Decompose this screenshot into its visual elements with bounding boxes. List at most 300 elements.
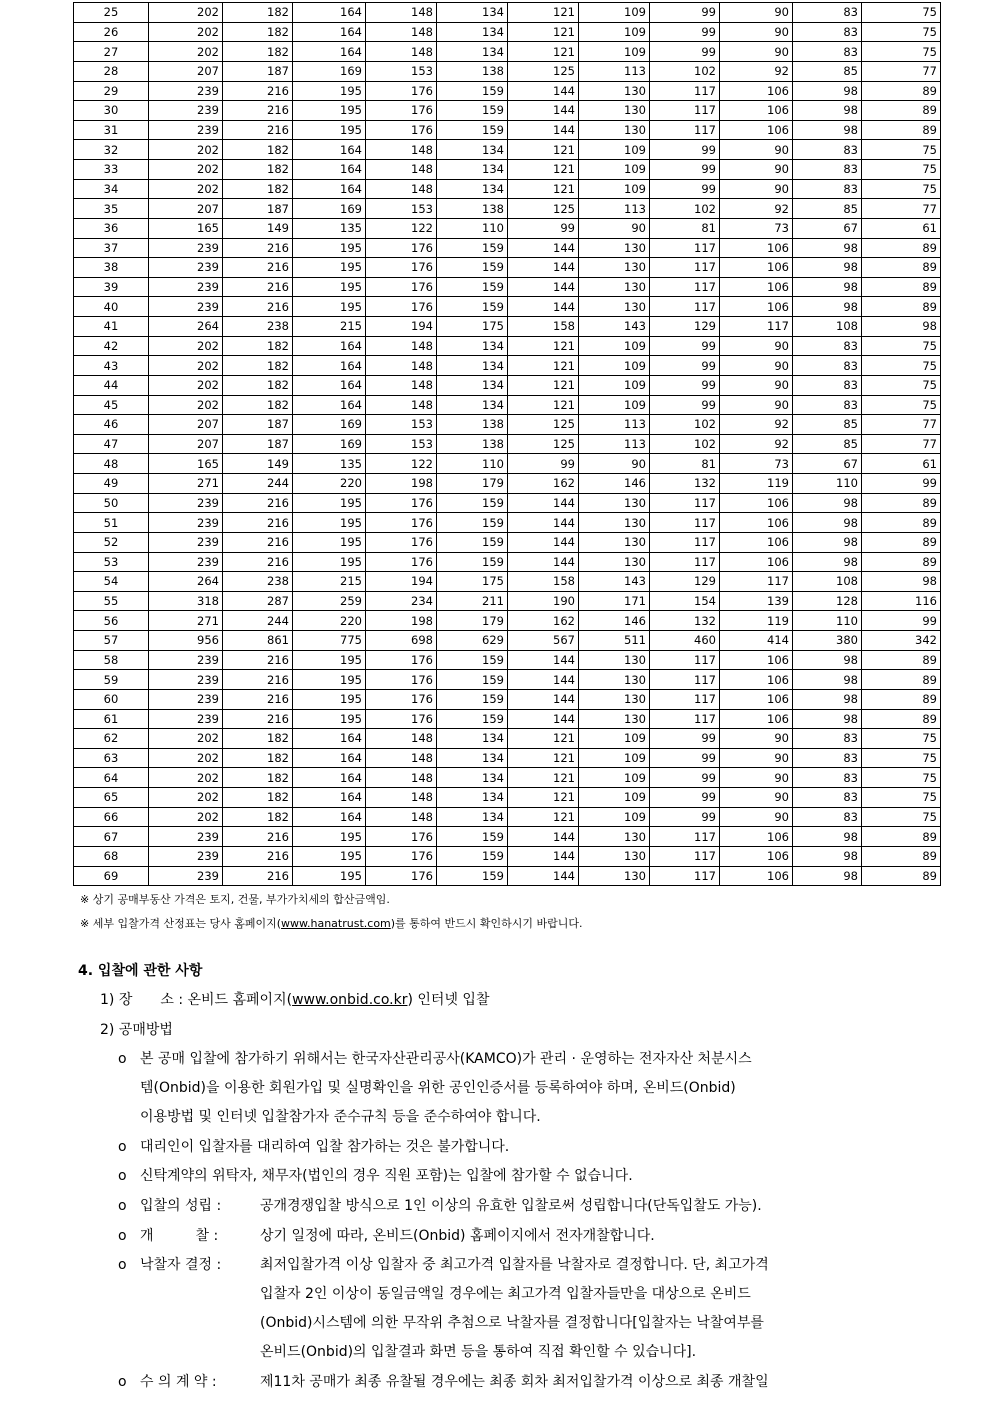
price-cell: 67	[793, 454, 862, 474]
hanatrust-link[interactable]: www.hanatrust.com	[281, 917, 391, 930]
price-cell: 99	[862, 474, 941, 494]
price-cell: 128	[793, 591, 862, 611]
table-row	[74, 297, 941, 317]
price-cell: 109	[579, 160, 650, 180]
bid-price-table-container	[73, 2, 937, 886]
price-cell: 176	[366, 120, 437, 140]
price-cell: 164	[293, 3, 366, 23]
price-cell: 130	[579, 846, 650, 866]
row-number-cell: 28	[74, 61, 149, 81]
price-cell: 121	[508, 395, 579, 415]
detail-note-prefix: ※ 세부 입찰가격 산정표는 당사 홈페이지(	[80, 917, 282, 930]
price-cell: 90	[720, 336, 793, 356]
price-cell: 110	[793, 474, 862, 494]
price-cell: 90	[720, 768, 793, 788]
price-cell: 176	[366, 258, 437, 278]
price-cell: 159	[437, 689, 508, 709]
price-cell: 239	[149, 532, 223, 552]
price-cell: 90	[720, 375, 793, 395]
price-cell: 98	[793, 513, 862, 533]
price-cell: 99	[650, 179, 720, 199]
price-cell: 239	[149, 670, 223, 690]
price-cell: 75	[862, 336, 941, 356]
price-cell: 216	[223, 650, 293, 670]
price-cell: 144	[508, 552, 579, 572]
row-number-cell: 58	[74, 650, 149, 670]
price-cell: 99	[650, 22, 720, 42]
price-cell: 77	[862, 434, 941, 454]
price-cell: 109	[579, 729, 650, 749]
detail-note-suffix: )를 통하여 반드시 확인하시기 바랍니다.	[390, 917, 583, 930]
price-cell: 90	[720, 788, 793, 808]
registration-line-3: 이용방법 및 인터넷 입찰참가자 준수규칙 등을 준수하여야 합니다.	[140, 1109, 541, 1125]
price-cell: 195	[293, 650, 366, 670]
price-cell: 239	[149, 297, 223, 317]
price-cell: 159	[437, 493, 508, 513]
price-cell: 414	[720, 631, 793, 651]
trustor-text: 신탁계약의 위탁자, 채무자(법인의 경우 직원 포함)는 입찰에 참가할 수 없습니다.	[140, 1168, 633, 1184]
row-number-cell: 66	[74, 807, 149, 827]
row-number-cell: 41	[74, 317, 149, 337]
price-cell: 75	[862, 395, 941, 415]
price-cell: 75	[862, 807, 941, 827]
price-cell: 139	[720, 591, 793, 611]
row-number-cell: 61	[74, 709, 149, 729]
table-row	[74, 866, 941, 886]
price-cell: 113	[579, 415, 650, 435]
price-note	[80, 891, 390, 907]
price-cell: 89	[862, 238, 941, 258]
price-cell: 89	[862, 670, 941, 690]
price-cell: 134	[437, 356, 508, 376]
price-cell: 159	[437, 670, 508, 690]
price-cell: 179	[437, 611, 508, 631]
row-number-cell: 43	[74, 356, 149, 376]
price-cell: 102	[650, 61, 720, 81]
price-cell: 98	[793, 827, 862, 847]
price-cell: 238	[223, 317, 293, 337]
price-cell: 164	[293, 336, 366, 356]
price-cell: 67	[793, 218, 862, 238]
table-row	[74, 199, 941, 219]
price-cell: 169	[293, 61, 366, 81]
formation-label: 입찰의 성립 :	[140, 1198, 222, 1214]
price-cell: 89	[862, 493, 941, 513]
price-cell: 61	[862, 218, 941, 238]
price-cell: 216	[223, 513, 293, 533]
price-cell: 89	[862, 277, 941, 297]
price-cell: 176	[366, 493, 437, 513]
price-cell: 144	[508, 238, 579, 258]
price-cell: 190	[508, 591, 579, 611]
price-cell: 122	[366, 218, 437, 238]
price-cell: 195	[293, 709, 366, 729]
price-cell: 149	[223, 454, 293, 474]
price-cell: 89	[862, 552, 941, 572]
price-cell: 176	[366, 650, 437, 670]
price-cell: 117	[650, 258, 720, 278]
price-cell: 130	[579, 493, 650, 513]
price-cell: 75	[862, 729, 941, 749]
price-cell: 83	[793, 375, 862, 395]
price-cell: 121	[508, 729, 579, 749]
price-cell: 239	[149, 120, 223, 140]
price-cell: 117	[650, 101, 720, 121]
price-cell: 117	[650, 120, 720, 140]
table-row	[74, 611, 941, 631]
price-cell: 159	[437, 120, 508, 140]
price-cell: 75	[862, 22, 941, 42]
price-cell: 148	[366, 807, 437, 827]
price-cell: 121	[508, 748, 579, 768]
price-cell: 195	[293, 532, 366, 552]
row-number-cell: 35	[74, 199, 149, 219]
price-cell: 106	[720, 513, 793, 533]
row-number-cell: 30	[74, 101, 149, 121]
price-cell: 148	[366, 179, 437, 199]
price-cell: 146	[579, 474, 650, 494]
price-cell: 239	[149, 689, 223, 709]
table-row	[74, 120, 941, 140]
table-row	[74, 3, 941, 23]
price-cell: 75	[862, 788, 941, 808]
price-cell: 202	[149, 3, 223, 23]
price-cell: 90	[579, 218, 650, 238]
price-cell: 90	[720, 729, 793, 749]
price-cell: 89	[862, 81, 941, 101]
table-row	[74, 709, 941, 729]
price-cell: 83	[793, 807, 862, 827]
price-cell: 98	[793, 101, 862, 121]
price-cell: 98	[862, 317, 941, 337]
price-cell: 159	[437, 846, 508, 866]
price-cell: 89	[862, 532, 941, 552]
row-number-cell: 26	[74, 22, 149, 42]
bullet-mark: o	[118, 1374, 127, 1390]
price-cell: 182	[223, 3, 293, 23]
price-cell: 144	[508, 101, 579, 121]
price-cell: 154	[650, 591, 720, 611]
table-row	[74, 356, 941, 376]
price-cell: 85	[793, 199, 862, 219]
private-contract-text: 제11차 공매가 최종 유찰될 경우에는 최종 회차 최저입찰가격 이상으로 최종 개찰일	[260, 1374, 769, 1390]
row-number-cell: 62	[74, 729, 149, 749]
price-cell: 176	[366, 101, 437, 121]
price-cell: 216	[223, 258, 293, 278]
table-row	[74, 238, 941, 258]
price-cell: 194	[366, 572, 437, 592]
price-cell: 92	[720, 434, 793, 454]
price-cell: 106	[720, 101, 793, 121]
price-cell: 122	[366, 454, 437, 474]
price-cell: 195	[293, 277, 366, 297]
price-cell: 239	[149, 846, 223, 866]
price-cell: 89	[862, 846, 941, 866]
price-cell: 98	[793, 258, 862, 278]
price-cell: 195	[293, 866, 366, 886]
price-cell: 121	[508, 788, 579, 808]
row-number-cell: 27	[74, 42, 149, 62]
row-number-cell: 36	[74, 218, 149, 238]
price-cell: 138	[437, 434, 508, 454]
price-cell: 85	[793, 415, 862, 435]
bullet-winner	[118, 1255, 769, 1275]
price-cell: 83	[793, 3, 862, 23]
price-cell: 125	[508, 61, 579, 81]
price-cell: 132	[650, 474, 720, 494]
price-cell: 195	[293, 689, 366, 709]
price-cell: 216	[223, 846, 293, 866]
bullet-registration	[118, 1049, 752, 1069]
price-cell: 83	[793, 748, 862, 768]
price-cell: 164	[293, 140, 366, 160]
price-cell: 216	[223, 552, 293, 572]
row-number-cell: 34	[74, 179, 149, 199]
price-cell: 113	[579, 199, 650, 219]
price-cell: 239	[149, 81, 223, 101]
price-cell: 182	[223, 356, 293, 376]
price-cell: 90	[720, 807, 793, 827]
price-cell: 89	[862, 650, 941, 670]
price-cell: 85	[793, 434, 862, 454]
price-cell: 195	[293, 238, 366, 258]
price-cell: 130	[579, 297, 650, 317]
bullet-private-contract	[118, 1372, 769, 1392]
price-cell: 89	[862, 513, 941, 533]
price-cell: 215	[293, 317, 366, 337]
price-cell: 187	[223, 61, 293, 81]
price-cell: 130	[579, 866, 650, 886]
price-cell: 83	[793, 788, 862, 808]
price-cell: 195	[293, 670, 366, 690]
price-cell: 239	[149, 513, 223, 533]
table-row	[74, 729, 941, 749]
price-cell: 164	[293, 729, 366, 749]
price-cell: 117	[650, 650, 720, 670]
price-cell: 106	[720, 846, 793, 866]
row-number-cell: 69	[74, 866, 149, 886]
price-cell: 220	[293, 474, 366, 494]
price-cell: 106	[720, 493, 793, 513]
onbid-link[interactable]: www.onbid.co.kr	[292, 992, 408, 1008]
table-row	[74, 434, 941, 454]
price-cell: 83	[793, 22, 862, 42]
row-number-cell: 42	[74, 336, 149, 356]
price-cell: 239	[149, 866, 223, 886]
bid-price-table-body	[74, 3, 941, 886]
price-cell: 144	[508, 532, 579, 552]
price-cell: 99	[650, 3, 720, 23]
price-cell: 164	[293, 395, 366, 415]
price-cell: 83	[793, 336, 862, 356]
price-cell: 148	[366, 140, 437, 160]
price-cell: 239	[149, 493, 223, 513]
price-cell: 90	[720, 179, 793, 199]
price-cell: 194	[366, 317, 437, 337]
price-cell: 99	[650, 375, 720, 395]
price-cell: 121	[508, 375, 579, 395]
winner-line-3: (Onbid)시스템에 의한 무작위 추첨으로 낙찰자를 결정합니다[입찰자는 낙찰여부를	[260, 1315, 764, 1331]
price-cell: 195	[293, 513, 366, 533]
price-cell: 90	[720, 748, 793, 768]
price-cell: 176	[366, 827, 437, 847]
price-cell: 271	[149, 611, 223, 631]
row-number-cell: 31	[74, 120, 149, 140]
table-row	[74, 258, 941, 278]
price-cell: 117	[650, 297, 720, 317]
price-cell: 169	[293, 434, 366, 454]
price-cell: 106	[720, 120, 793, 140]
row-number-cell: 39	[74, 277, 149, 297]
price-cell: 215	[293, 572, 366, 592]
bullet-mark: o	[118, 1257, 127, 1273]
price-cell: 117	[650, 277, 720, 297]
price-cell: 130	[579, 552, 650, 572]
price-cell: 202	[149, 395, 223, 415]
table-row	[74, 317, 941, 337]
price-cell: 146	[579, 611, 650, 631]
table-row	[74, 454, 941, 474]
price-cell: 148	[366, 160, 437, 180]
table-row	[74, 631, 941, 651]
price-cell: 98	[793, 297, 862, 317]
price-cell: 121	[508, 179, 579, 199]
price-cell: 159	[437, 277, 508, 297]
price-cell: 195	[293, 81, 366, 101]
price-cell: 106	[720, 552, 793, 572]
table-row	[74, 591, 941, 611]
table-row	[74, 572, 941, 592]
price-cell: 81	[650, 454, 720, 474]
price-cell: 318	[149, 591, 223, 611]
price-cell: 134	[437, 336, 508, 356]
price-cell: 75	[862, 140, 941, 160]
price-cell: 239	[149, 238, 223, 258]
price-cell: 202	[149, 788, 223, 808]
price-cell: 198	[366, 611, 437, 631]
formation-text: 공개경쟁입찰 방식으로 1인 이상의 유효한 입찰로써 성립합니다(단독입찰도 가능).	[260, 1198, 762, 1214]
price-cell: 182	[223, 336, 293, 356]
price-cell: 90	[720, 160, 793, 180]
section-title: 4. 입찰에 관한 사항	[78, 963, 203, 979]
price-cell: 130	[579, 709, 650, 729]
table-row	[74, 415, 941, 435]
price-cell: 144	[508, 670, 579, 690]
price-cell: 132	[650, 611, 720, 631]
price-cell: 138	[437, 199, 508, 219]
price-cell: 61	[862, 454, 941, 474]
price-cell: 113	[579, 61, 650, 81]
price-cell: 83	[793, 42, 862, 62]
price-cell: 98	[793, 846, 862, 866]
price-cell: 216	[223, 827, 293, 847]
price-cell: 182	[223, 395, 293, 415]
price-cell: 264	[149, 317, 223, 337]
price-cell: 110	[793, 611, 862, 631]
price-cell: 158	[508, 572, 579, 592]
price-cell: 75	[862, 42, 941, 62]
price-cell: 77	[862, 415, 941, 435]
price-cell: 176	[366, 866, 437, 886]
row-number-cell: 51	[74, 513, 149, 533]
table-row	[74, 552, 941, 572]
bullet-mark: o	[118, 1139, 127, 1155]
row-number-cell: 46	[74, 415, 149, 435]
price-cell: 176	[366, 670, 437, 690]
price-cell: 117	[650, 827, 720, 847]
price-cell: 117	[650, 846, 720, 866]
price-cell: 144	[508, 513, 579, 533]
price-cell: 207	[149, 415, 223, 435]
price-cell: 175	[437, 317, 508, 337]
price-cell: 99	[650, 140, 720, 160]
price-cell: 134	[437, 807, 508, 827]
price-cell: 75	[862, 748, 941, 768]
price-cell: 99	[650, 336, 720, 356]
price-cell: 202	[149, 42, 223, 62]
price-cell: 567	[508, 631, 579, 651]
price-cell: 83	[793, 179, 862, 199]
price-cell: 207	[149, 61, 223, 81]
row-number-cell: 55	[74, 591, 149, 611]
price-cell: 144	[508, 827, 579, 847]
price-cell: 106	[720, 650, 793, 670]
price-cell: 102	[650, 199, 720, 219]
price-cell: 121	[508, 768, 579, 788]
price-cell: 130	[579, 238, 650, 258]
price-cell: 121	[508, 807, 579, 827]
price-cell: 169	[293, 199, 366, 219]
price-cell: 159	[437, 81, 508, 101]
price-cell: 121	[508, 3, 579, 23]
price-cell: 159	[437, 101, 508, 121]
private-contract-label: 수 의 계 약 :	[140, 1374, 217, 1390]
price-cell: 117	[650, 670, 720, 690]
price-cell: 153	[366, 415, 437, 435]
price-cell: 182	[223, 179, 293, 199]
price-cell: 117	[720, 572, 793, 592]
price-cell: 176	[366, 532, 437, 552]
bullet-mark: o	[118, 1051, 127, 1067]
price-cell: 158	[508, 317, 579, 337]
price-cell: 216	[223, 866, 293, 886]
price-cell: 239	[149, 709, 223, 729]
price-cell: 153	[366, 434, 437, 454]
price-cell: 144	[508, 81, 579, 101]
price-cell: 109	[579, 807, 650, 827]
price-cell: 148	[366, 3, 437, 23]
row-number-cell: 57	[74, 631, 149, 651]
price-cell: 134	[437, 729, 508, 749]
price-cell: 148	[366, 375, 437, 395]
price-cell: 99	[508, 454, 579, 474]
price-cell: 148	[366, 768, 437, 788]
price-cell: 77	[862, 199, 941, 219]
price-cell: 89	[862, 689, 941, 709]
price-cell: 195	[293, 827, 366, 847]
price-cell: 239	[149, 650, 223, 670]
price-cell: 164	[293, 179, 366, 199]
price-cell: 98	[793, 866, 862, 886]
price-cell: 182	[223, 375, 293, 395]
price-cell: 109	[579, 42, 650, 62]
row-number-cell: 64	[74, 768, 149, 788]
price-cell: 117	[650, 709, 720, 729]
price-cell: 89	[862, 120, 941, 140]
row-number-cell: 49	[74, 474, 149, 494]
price-cell: 159	[437, 650, 508, 670]
price-cell: 106	[720, 277, 793, 297]
